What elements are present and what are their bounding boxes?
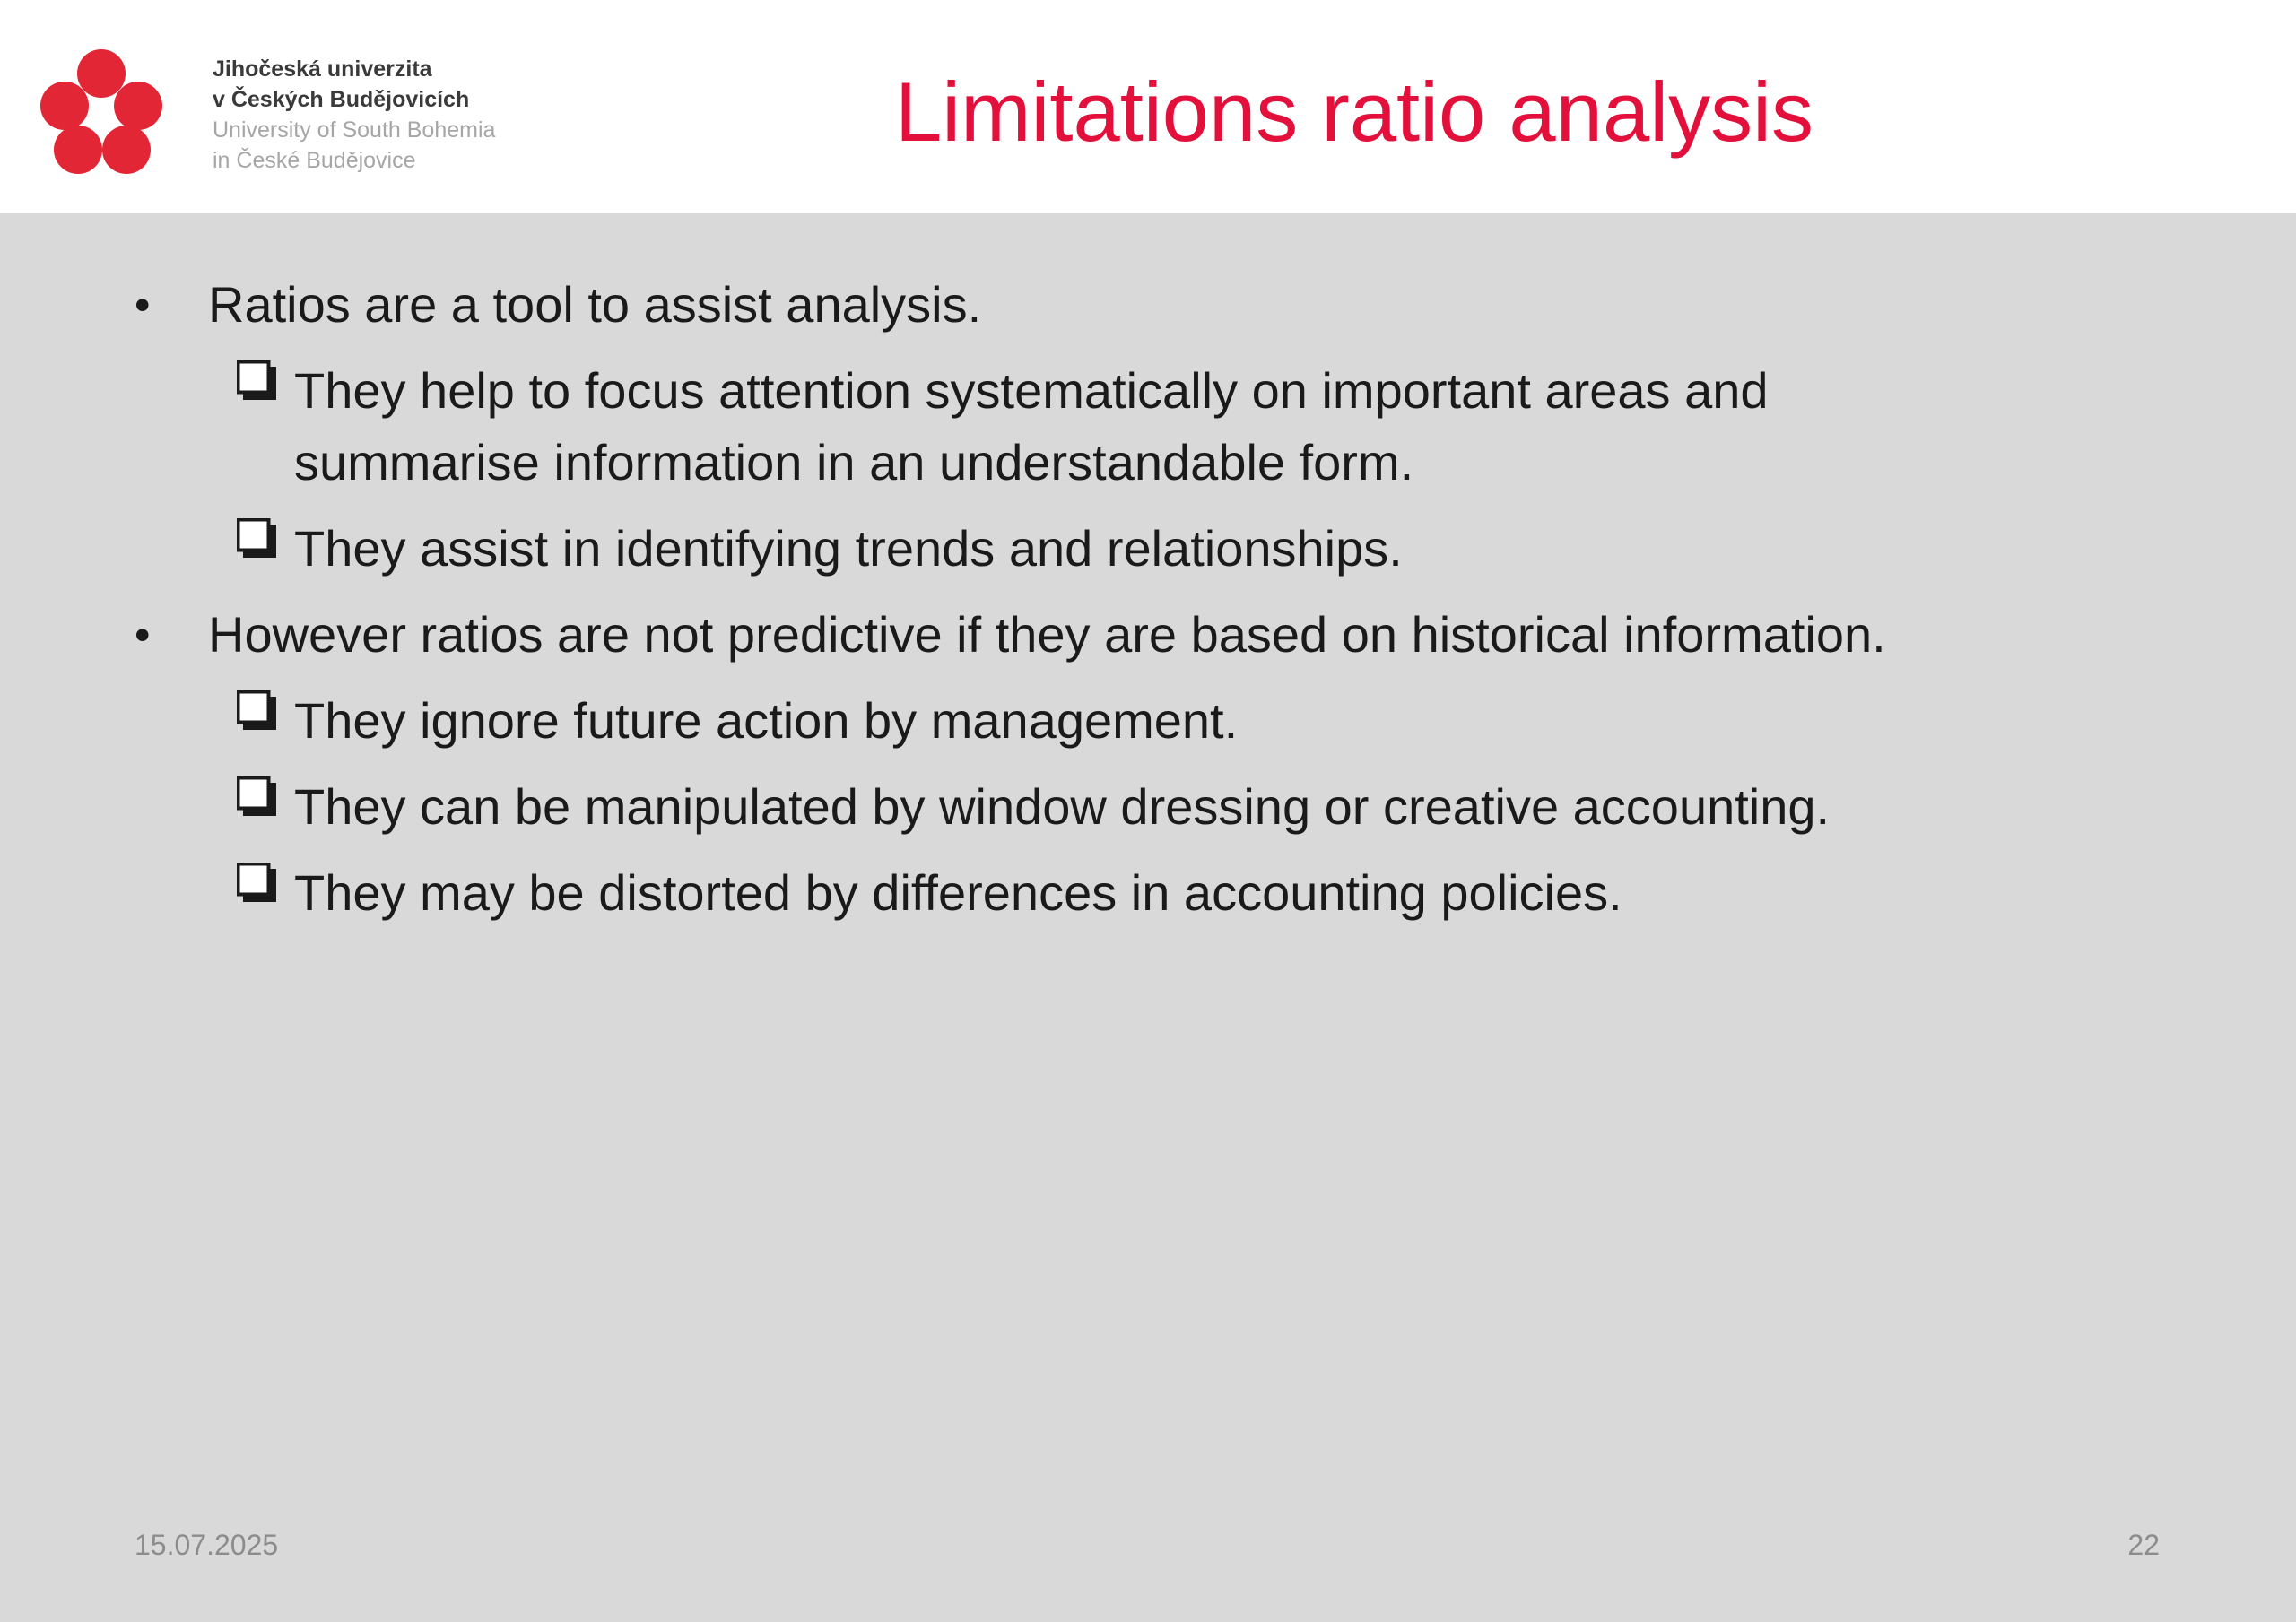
checkbox-square-icon: [237, 863, 276, 902]
checkbox-square-icon: [237, 518, 276, 558]
slide-header: [0, 0, 2296, 213]
university-logo-icon: [27, 38, 176, 186]
slide-title: Limitations ratio analysis: [895, 65, 1813, 159]
sub-bullet-item: They help to focus attention systematically on important areas and: [294, 362, 1769, 419]
sub-bullet-item: They may be distorted by differences in accounting policies.: [294, 864, 1622, 921]
slide-date: 15.07.2025: [135, 1529, 279, 1561]
university-name-en-line2: in České Budějovice: [213, 148, 416, 173]
university-name-cz-line1: Jihočeská univerzita: [213, 56, 432, 82]
sub-bullet-item: They assist in identifying trends and relationships.: [294, 520, 1403, 577]
checkbox-square-icon: [237, 690, 276, 730]
university-name-cz-line2: v Českých Budějovicích: [213, 87, 470, 112]
slide-number: 22: [2127, 1529, 2160, 1561]
university-name-en-line1: University of South Bohemia: [213, 117, 496, 143]
bullet-icon: •: [135, 610, 151, 660]
sub-bullet-item: They can be manipulated by window dressing or creative accounting.: [294, 778, 1831, 835]
sub-bullet-item: They ignore future action by management.: [294, 692, 1239, 749]
university-name: [213, 54, 495, 176]
checkbox-square-icon: [237, 360, 276, 400]
checkbox-square-icon: [237, 776, 276, 816]
bullet-item: However ratios are not predictive if they are based on historical information.: [208, 606, 1886, 663]
bullet-icon: •: [135, 280, 151, 330]
sub-bullet-item-continuation: summarise information in an understandable form.: [294, 434, 1414, 490]
bullet-item: Ratios are a tool to assist analysis.: [208, 276, 982, 333]
